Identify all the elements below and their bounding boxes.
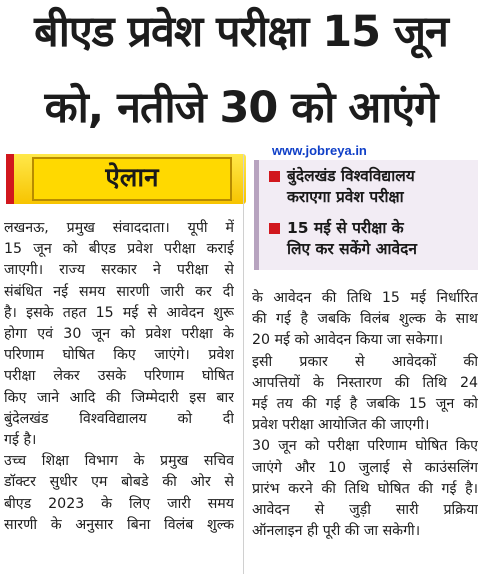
highlight-line: लिए कर सकेंगे आवेदन bbox=[287, 240, 417, 258]
article-line: है। इसके तहत 15 मई से आवेदन शुरू bbox=[4, 304, 234, 321]
article-column-left bbox=[4, 218, 234, 536]
article-line: लखनऊ, प्रमुख संवाददाता। यूपी में bbox=[4, 220, 234, 236]
bullet-square-icon bbox=[269, 223, 280, 234]
highlight-line: कराएगा प्रवेश परीक्षा bbox=[287, 188, 404, 206]
article-line: परीक्षा लेकर उसके परिणाम घोषित bbox=[4, 368, 234, 385]
article-line: संबंधित नई समय सारणी जारी कर दी bbox=[4, 283, 234, 300]
highlight-line: बुंदेलखंड विश्वविद्यालय bbox=[287, 167, 415, 185]
article-line: मई तय की गई है जबकि 15 जून को bbox=[252, 396, 478, 413]
article-line: की गई है जबकि विलंब शुल्क के साथ bbox=[252, 311, 478, 328]
article-line: उच्च शिक्षा विभाग के प्रमुख सचिव bbox=[4, 453, 234, 470]
announcement-tab bbox=[6, 154, 246, 204]
article-line: ऑनलाइन ही पूरी की जा सकेगी। bbox=[252, 523, 421, 540]
highlight-item bbox=[271, 166, 415, 208]
article-line: सारणी के अनुसार बिना विलंब शुल्क bbox=[4, 516, 234, 533]
article-line: 15 जून को बीएड प्रवेश परीक्षा कराई bbox=[4, 241, 234, 258]
article-line: बुंदेलखंड विश्वविद्यालय को दी bbox=[4, 410, 234, 427]
article-line: जाएगी। राज्य सरकार ने परीक्षा से bbox=[4, 262, 234, 279]
highlight-item bbox=[271, 218, 417, 260]
headline-line-2: को, नतीजे 30 को आएंगे bbox=[44, 83, 438, 133]
watermark-url: www.jobreya.in bbox=[272, 143, 367, 158]
article-line: गई है। bbox=[4, 432, 37, 449]
article-line: किए जाने आदि की जिम्मेदारी इस बार bbox=[4, 389, 234, 406]
article-line: 20 मई को आवेदन किया जा सकेगा। bbox=[252, 332, 444, 349]
column-divider bbox=[243, 154, 244, 574]
article-line: परिणाम घोषित किए जाएंगे। प्रवेश bbox=[4, 347, 234, 364]
headline-line-1: बीएड प्रवेश परीक्षा 15 जून bbox=[34, 7, 448, 57]
announcement-badge: ऐलान bbox=[32, 157, 232, 201]
article-line: आपत्तियों के निस्तारण की तिथि 24 bbox=[252, 374, 478, 391]
article-line: 30 जून को परीक्षा परिणाम घोषित किए bbox=[252, 438, 478, 455]
article-line: इसी प्रकार से आवेदकों की bbox=[252, 353, 478, 370]
bullet-square-icon bbox=[269, 171, 280, 182]
article-column-right bbox=[252, 288, 478, 542]
article-line: प्रवेश परीक्षा आयोजित की जाएगी। bbox=[252, 417, 430, 434]
article-line: आवेदन से जुड़ी सारी प्रक्रिया bbox=[252, 502, 478, 519]
highlights-box bbox=[254, 160, 478, 270]
article-line: के आवेदन की तिथि 15 मई निर्धारित bbox=[252, 290, 478, 306]
article-line: प्रारंभ करने की तिथि घोषित की गई है। bbox=[252, 480, 478, 497]
article-line: बीएड 2023 के लिए जारी समय bbox=[4, 495, 234, 512]
highlight-line: 15 मई से परीक्षा के bbox=[287, 219, 404, 237]
article-line: होगा एवं 30 जून को प्रवेश परीक्षा के bbox=[4, 326, 234, 343]
article-line: डॉक्टर सुधीर एम बोबडे की ओर से bbox=[4, 474, 234, 491]
article-line: जाएंगे और 10 जुलाई से काउंसलिंग bbox=[252, 459, 478, 476]
